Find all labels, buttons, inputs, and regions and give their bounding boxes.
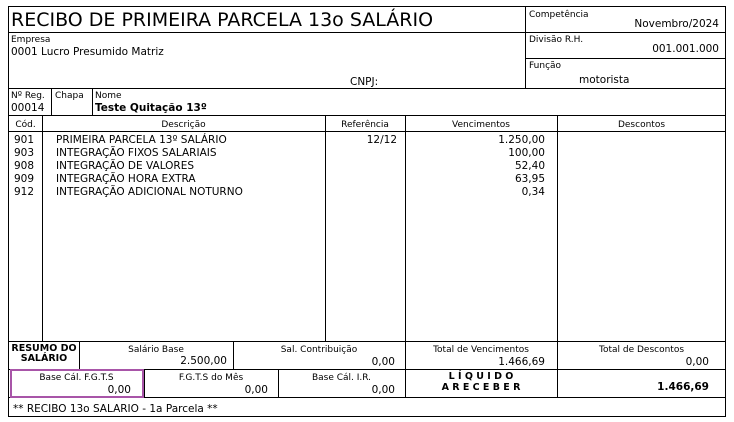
resumo-label	[9, 344, 79, 364]
resumo-line1: RESUMO DO	[11, 343, 77, 354]
competencia-bottom-line	[525, 32, 726, 33]
reg-divider	[51, 88, 52, 115]
competencia-label: Competência	[529, 10, 589, 20]
empresa-label: Empresa	[11, 35, 51, 45]
cnpj-label: CNPJ:	[350, 76, 379, 88]
liquido-line1: L Í Q U I D O	[448, 371, 514, 382]
total-vencimentos-value: 1.466,69	[498, 356, 545, 368]
row-cod: 909	[14, 173, 35, 185]
funcao-label: Função	[529, 61, 562, 71]
divisao-value: 001.001.000	[652, 43, 719, 55]
row-vencimentos: 52,40	[514, 160, 545, 172]
empresa-value: 0001 Lucro Presumido Matriz	[11, 46, 164, 58]
row-referencia: 12/12	[366, 134, 397, 146]
liquido-value: 1.466,69	[657, 381, 709, 393]
employee-bottom-line	[8, 115, 726, 116]
header-divider	[525, 6, 526, 88]
fgts-mes-value: 0,00	[244, 384, 268, 396]
table-row	[0, 160, 734, 173]
page-title: RECIBO DE PRIMEIRA PARCELA 13o SALÁRIO	[11, 9, 434, 31]
total-descontos-label: Total de Descontos	[598, 345, 685, 355]
fgts-mes-label: F.G.T.S do Mês	[178, 373, 244, 383]
sal-contribuicao-label: Sal. Contribuição	[280, 345, 358, 355]
funcao-value: motorista	[579, 74, 630, 86]
nome-value: Teste Quitação 13º	[95, 102, 207, 114]
row-vencimentos: 1.250,00	[498, 134, 545, 146]
footer-note: ** RECIBO 13o SALARIO - 1a Parcela **	[13, 403, 218, 415]
table-row	[0, 134, 734, 147]
total-descontos-value: 0,00	[685, 356, 709, 368]
header-referencia: Referência	[341, 120, 389, 130]
row-descricao: INTEGRAÇÃO FIXOS SALARIAIS	[56, 147, 217, 159]
row-cod: 908	[14, 160, 35, 172]
table-row	[0, 147, 734, 160]
base-fgts-label: Base Cál. F.G.T.S	[39, 373, 114, 383]
nome-label: Nome	[95, 91, 122, 101]
divisao-bottom-line	[525, 58, 726, 59]
sal-contribuicao-value: 0,00	[371, 356, 395, 368]
header-descontos: Descontos	[617, 120, 666, 130]
chapa-divider	[92, 88, 93, 115]
divisao-label: Divisão R.H.	[529, 35, 584, 45]
header-cod: Cód.	[15, 120, 36, 130]
base-ir-value: 0,00	[371, 384, 395, 396]
salario-base-value: 2.500,00	[180, 355, 227, 367]
row-cod: 912	[14, 186, 35, 198]
row-cod: 903	[14, 147, 35, 159]
salario-base-label: Salário Base	[128, 345, 184, 355]
header-descricao: Descrição	[161, 120, 206, 130]
liquido-line2: A R E C E B E R	[441, 382, 521, 393]
reg-label: Nº Reg.	[11, 91, 45, 101]
row-descricao: INTEGRAÇÃO HORA EXTRA	[56, 173, 196, 185]
resumo-line2: SALÁRIO	[20, 353, 68, 364]
table-header-line	[8, 131, 726, 132]
table-row	[0, 173, 734, 186]
row-descricao: INTEGRAÇÃO DE VALORES	[56, 160, 195, 172]
table-bottom-line	[8, 341, 726, 342]
total-vencimentos-label: Total de Vencimentos	[433, 345, 529, 355]
row-vencimentos: 63,95	[514, 173, 545, 185]
header-bottom-line	[8, 88, 726, 89]
table-row	[0, 186, 734, 199]
header-vencimentos: Vencimentos	[452, 120, 510, 130]
base-fgts-value: 0,00	[107, 384, 131, 396]
row-descricao: PRIMEIRA PARCELA 13º SALÁRIO	[56, 134, 227, 146]
row-vencimentos: 100,00	[508, 147, 545, 159]
row-descricao: INTEGRAÇÃO ADICIONAL NOTURNO	[56, 186, 243, 198]
base-ir-label: Base Cál. I.R.	[311, 373, 372, 383]
row-vencimentos: 0,34	[521, 186, 545, 198]
reg-value: 00014	[11, 102, 45, 114]
title-bottom-line	[8, 32, 525, 33]
competencia-value: Novembro/2024	[634, 18, 719, 30]
row-cod: 901	[14, 134, 35, 146]
chapa-label: Chapa	[55, 91, 84, 101]
